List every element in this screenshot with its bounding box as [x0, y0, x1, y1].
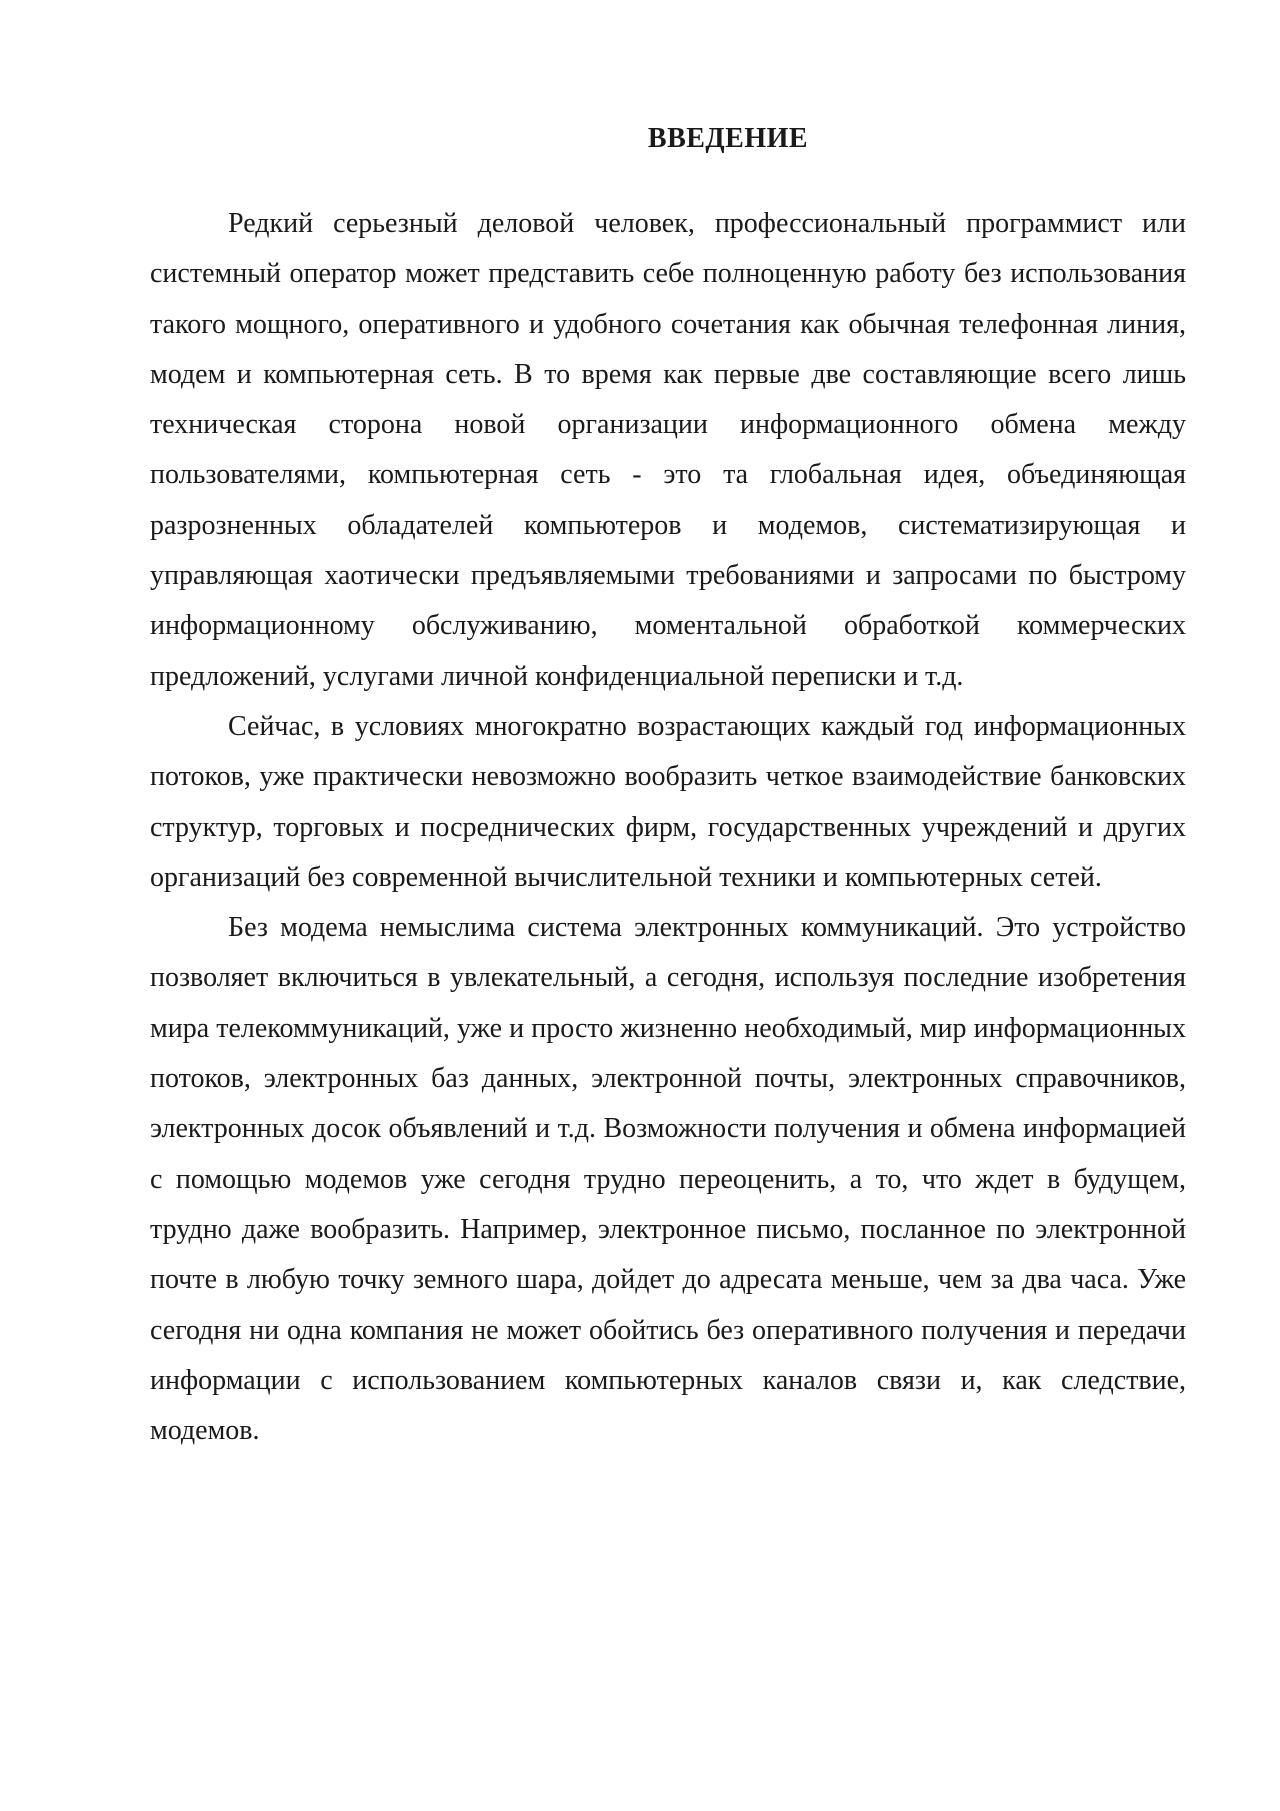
paragraph-information-flows: Сейчас, в условиях многократно возрастающих каждый год информационных потоков, уже практически невозможно вообразить четкое взаимодействие банковских структур, торговых и посреднических фирм, государственных учреждений и других организаций без современной вычислительной техники и компьютерных сетей.	[150, 710, 1186, 893]
document-body	[150, 199, 1186, 1456]
paragraph-modem: Без модема немыслима система электронных коммуникаций. Это устройство позволяет включиться в увлекательный, а сегодня, используя последние изобретения мира телекоммуникаций, уже и просто жизненно необходимый, мир информационных потоков, электронных баз данных, электронной почты, электронных справочников, электронных досок объявлений и т.д. Возможности получения и обмена информацией с помощью модемов уже сегодня трудно переоценить, а то, что ждет в будущем, трудно даже вообразить. Например, электронное письмо, посланное по электронной почте в любую точку земного шара, дойдет до адресата меньше, чем за два часа. Уже сегодня ни одна компания не может обойтись без оперативного получения и передачи информации с использованием компьютерных каналов связи и, как следствие, модемов.	[150, 912, 1186, 1447]
document-title: ВВЕДЕНИЕ	[647, 123, 809, 154]
paragraph-intro: Редкий серьезный деловой человек, профессиональный программист или системный оператор может представить себе полноценную работу без использования такого мощного, оперативного и удобного сочетания как обычная телефонная линия, модем и компьютерная сеть. В то время как первые две составляющие всего лишь техническая сторона новой организации информационного обмена между пользователями, компьютерная сеть - это та глобальная идея, объединяющая разрозненных обладателей компьютеров и модемов, систематизирующая и управляющая хаотически предъявляемыми требованиями и запросами по быстрому информационному обслуживанию, моментальной обработкой коммерческих предложений, услугами личной конфиденциальной переписки и т.д.	[150, 208, 1186, 692]
